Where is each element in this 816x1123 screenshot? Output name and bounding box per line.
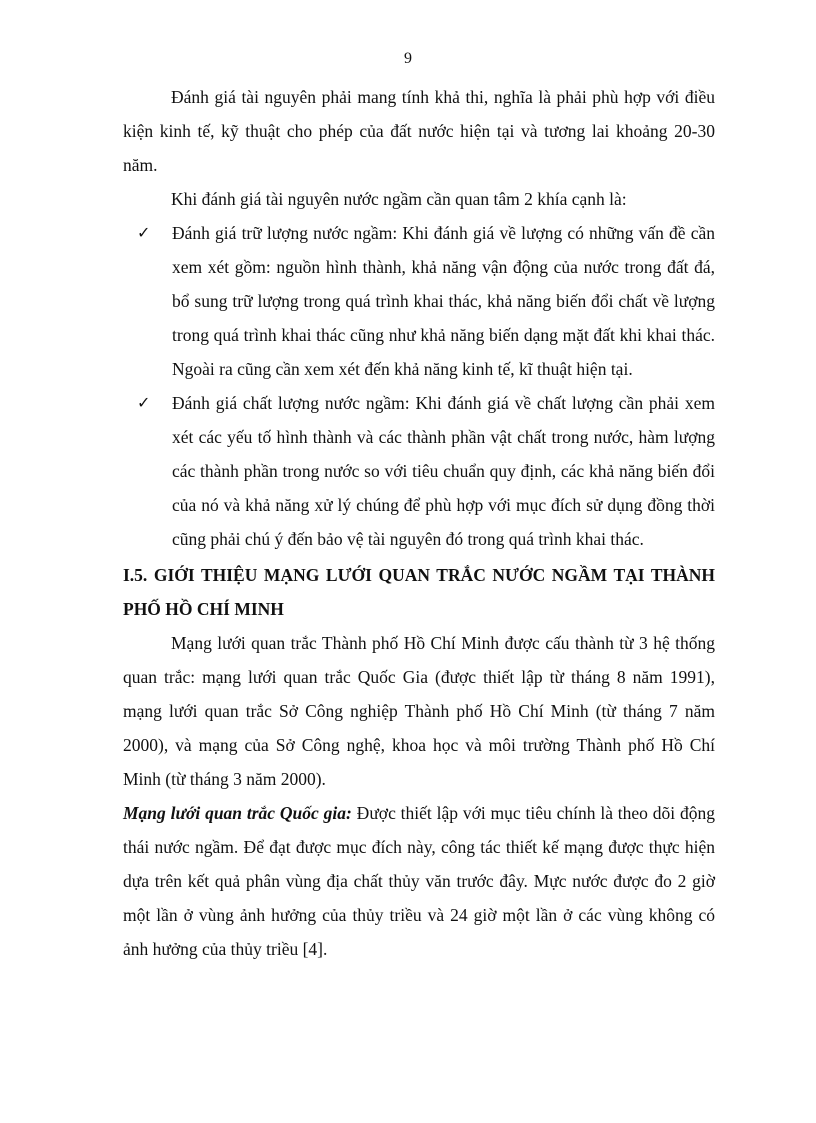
- list-item-quality: [123, 386, 715, 556]
- national-network-lead: Mạng lưới quan trắc Quốc gia:: [123, 803, 352, 823]
- aspects-paragraph: Khi đánh giá tài nguyên nước ngầm cần quan tâm 2 khía cạnh là:: [171, 189, 627, 209]
- intro-paragraph: Đánh giá tài nguyên phải mang tính khả thi, nghĩa là phải phù hợp với điều kiện kinh tế, kỹ thuật cho phép của đất nước hiện tại và tương lai khoảng 20-30 năm.: [123, 87, 715, 175]
- document-body: [123, 80, 715, 966]
- national-network-text: Được thiết lập với mục tiêu chính là theo dõi động thái nước ngầm. Để đạt được mục đích này, công tác thiết kế mạng được thực hiện dựa trên kết quả phân vùng địa chất thủy văn trước đây. Mực nước được đo 2 giờ một lần ở vùng ảnh hưởng của thủy triều và 24 giờ một lần ở các vùng không có ảnh hưởng của thủy triều [4].: [123, 803, 715, 959]
- check-icon: ✓: [137, 393, 151, 412]
- list-item-quantity: [123, 216, 715, 386]
- national-network-paragraph: [123, 796, 715, 966]
- evaluation-list: [123, 216, 715, 556]
- section-heading: I.5. GIỚI THIỆU MẠNG LƯỚI QUAN TRẮC NƯỚC NGẦM TẠI THÀNH PHỐ HỒ CHÍ MINH: [123, 565, 715, 619]
- list-item-text: Đánh giá chất lượng nước ngầm: Khi đánh giá về chất lượng cần phải xem xét các yếu tố hình thành và các thành phần vật chất trong nước, hàm lượng các thành phần trong nước so với tiêu chuẩn quy định, các khả năng biến đổi của nó và khả năng xử lý chúng để phù hợp với mục đích sử dụng đồng thời cũng phải chú ý đến bảo vệ tài nguyên đó trong quá trình khai thác.: [172, 393, 715, 549]
- page-number: 9: [404, 50, 412, 67]
- network-paragraph: Mạng lưới quan trắc Thành phố Hồ Chí Minh được cấu thành từ 3 hệ thống quan trắc: mạng lưới quan trắc Quốc Gia (được thiết lập từ tháng 8 năm 1991), mạng lưới quan trắc Sở Công nghiệp Thành phố Hồ Chí Minh (từ tháng 7 năm 2000), và mạng của Sở Công nghệ, khoa học và môi trường Thành phố Hồ Chí Minh (từ tháng 3 năm 2000).: [123, 633, 715, 789]
- check-icon: ✓: [137, 223, 151, 242]
- list-item-text: Đánh giá trữ lượng nước ngầm: Khi đánh giá về lượng có những vấn đề cần xem xét gồm: nguồn hình thành, khả năng vận động của nước trong đất đá, bổ sung trữ lượng trong quá trình khai thác, khả năng biến đổi chất về lượng trong quá trình khai thác cũng như khả năng biến dạng mặt đất khi khai thác. Ngoài ra cũng cần xem xét đến khả năng kinh tế, kĩ thuật hiện tại.: [172, 223, 715, 379]
